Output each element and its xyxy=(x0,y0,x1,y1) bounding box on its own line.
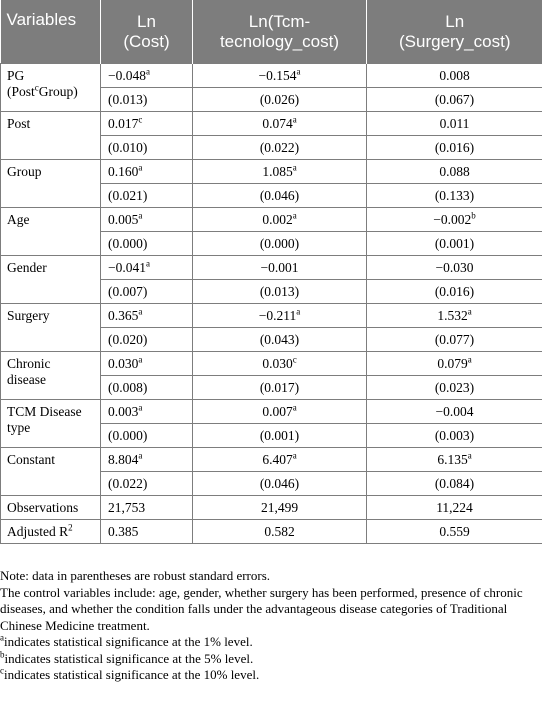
significance-mark: a xyxy=(138,210,143,220)
row-label xyxy=(1,304,101,352)
observations-value: 11,224 xyxy=(367,496,542,520)
significance-mark: a xyxy=(292,162,297,172)
sig-b-mark: b xyxy=(0,649,5,660)
coefficient-cell xyxy=(193,400,367,424)
row-label-text: Age xyxy=(7,212,30,227)
header-ln-surgery-cost-line1: Ln xyxy=(445,11,465,31)
header-ln-cost xyxy=(101,0,193,64)
significance-mark: a xyxy=(138,306,143,316)
coefficient-value: −0.048 xyxy=(108,67,146,83)
table-header xyxy=(1,0,542,64)
standard-error-cell: (0.133) xyxy=(367,184,542,208)
coefficient-value: −0.154 xyxy=(258,67,297,83)
coefficient-cell xyxy=(193,208,367,232)
standard-error-cell: (0.000) xyxy=(101,232,193,256)
row-label xyxy=(1,256,101,304)
coefficient-cell xyxy=(367,160,542,184)
coefficient-value: 0.030 xyxy=(108,355,139,371)
significance-mark: a xyxy=(296,306,301,316)
sig-c-mark: c xyxy=(0,665,4,676)
coefficient-value: 0.011 xyxy=(439,115,470,131)
coefficient-value: 0.007 xyxy=(262,403,293,419)
row-label-text: Gender xyxy=(7,260,47,275)
standard-error-cell: (0.013) xyxy=(193,280,367,304)
significance-mark: a xyxy=(467,354,472,364)
coefficient-value: −0.030 xyxy=(435,259,474,275)
sig-a-text: indicates statistical significance at the 1% level. xyxy=(4,634,253,649)
table-row xyxy=(1,304,542,328)
coefficient-value: 6.407 xyxy=(262,451,293,467)
standard-error-cell: (0.022) xyxy=(101,472,193,496)
standard-error-cell: (0.001) xyxy=(193,424,367,448)
row-label xyxy=(1,448,101,496)
coefficient-cell xyxy=(101,448,193,472)
coefficient-value: 0.365 xyxy=(108,307,139,323)
coefficient-cell xyxy=(101,112,193,136)
note-sig-b xyxy=(0,651,540,668)
row-label xyxy=(1,160,101,208)
standard-error-cell: (0.077) xyxy=(367,328,542,352)
standard-error-cell: (0.046) xyxy=(193,472,367,496)
row-label-text: Constant xyxy=(7,452,56,467)
standard-error-cell: (0.043) xyxy=(193,328,367,352)
note-controls: The control variables include: age, gender, whether surgery has been performed, presence of chronic diseases, and whether the condition falls under the advantageous disease categories of Traditional Chinese Medicine treatment. xyxy=(0,584,523,633)
row-label-text: PG xyxy=(7,68,25,83)
standard-error-cell: (0.003) xyxy=(367,424,542,448)
header-variables: Variables xyxy=(1,0,101,64)
header-ln-tcm-cost xyxy=(193,0,367,64)
significance-mark: a xyxy=(292,450,297,460)
standard-error-cell: (0.016) xyxy=(367,136,542,160)
significance-mark: a xyxy=(467,450,472,460)
coefficient-value: −0.002 xyxy=(433,211,472,227)
adjusted-r2-value: 0.559 xyxy=(367,520,542,544)
coefficient-value: 0.030 xyxy=(262,355,293,371)
significance-mark: a xyxy=(138,402,143,412)
table-row xyxy=(1,256,542,280)
coefficient-value: 8.804 xyxy=(108,451,139,467)
coefficient-value: 1.085 xyxy=(262,163,293,179)
adjusted-r2-label xyxy=(1,520,101,544)
row-label-text: Chronic xyxy=(7,356,51,371)
adjusted-r2-text: Adjusted R xyxy=(7,523,69,539)
note-sig-a xyxy=(0,634,540,651)
header-ln-surgery-cost-line2: (Surgery_cost) xyxy=(399,31,511,51)
significance-mark: a xyxy=(296,66,301,76)
coefficient-value: 0.008 xyxy=(439,67,470,83)
coefficient-cell xyxy=(367,352,542,376)
sig-c-text: indicates statistical significance at the 10% level. xyxy=(4,667,260,682)
row-label xyxy=(1,208,101,256)
standard-error-cell: (0.013) xyxy=(101,88,193,112)
standard-error-cell: (0.023) xyxy=(367,376,542,400)
table-row xyxy=(1,112,542,136)
significance-mark: a xyxy=(138,354,143,364)
table-body xyxy=(1,64,542,544)
significance-mark: a xyxy=(146,258,150,268)
coefficient-cell xyxy=(193,448,367,472)
coefficient-value: 0.017 xyxy=(108,115,139,131)
row-label xyxy=(1,400,101,448)
coefficient-value: −0.004 xyxy=(435,403,474,419)
coefficient-value: 0.005 xyxy=(108,211,139,227)
standard-error-cell: (0.007) xyxy=(101,280,193,304)
significance-mark: a xyxy=(292,210,297,220)
row-label-text: (Post xyxy=(7,84,35,99)
standard-error-cell: (0.016) xyxy=(367,280,542,304)
header-ln-cost-line1: Ln xyxy=(137,11,156,31)
coefficient-value: 0.002 xyxy=(262,211,293,227)
coefficient-value: 0.074 xyxy=(262,115,293,131)
significance-mark: a xyxy=(467,306,472,316)
standard-error-cell: (0.000) xyxy=(101,424,193,448)
coefficient-value: 0.088 xyxy=(439,163,470,179)
coefficient-value: 0.160 xyxy=(108,163,139,179)
note-sig-c xyxy=(0,667,540,684)
coefficient-cell xyxy=(101,160,193,184)
row-label-text: Group) xyxy=(38,84,78,99)
coefficient-cell xyxy=(367,304,542,328)
header-ln-surgery-cost xyxy=(367,0,542,64)
row-label xyxy=(1,352,101,400)
standard-error-cell: (0.084) xyxy=(367,472,542,496)
significance-mark: a xyxy=(138,450,143,460)
row-label-text: Group xyxy=(7,164,42,179)
standard-error-cell: (0.001) xyxy=(367,232,542,256)
table-row xyxy=(1,64,542,88)
coefficient-cell xyxy=(193,256,367,280)
coefficient-value: 0.079 xyxy=(437,355,468,371)
standard-error-cell: (0.046) xyxy=(193,184,367,208)
standard-error-cell: (0.022) xyxy=(193,136,367,160)
coefficient-cell xyxy=(101,208,193,232)
coefficient-cell xyxy=(193,160,367,184)
significance-mark: a xyxy=(292,402,297,412)
sig-b-text: indicates statistical significance at the 5% level. xyxy=(4,650,254,666)
adjusted-r2-sup: 2 xyxy=(68,522,73,532)
coefficient-cell xyxy=(367,400,542,424)
table-row xyxy=(1,448,542,472)
standard-error-cell: (0.008) xyxy=(101,376,193,400)
adjusted-r2-row xyxy=(1,520,542,544)
observations-value: 21,753 xyxy=(101,496,193,520)
standard-error-cell: (0.020) xyxy=(101,328,193,352)
row-label-text: TCM Disease xyxy=(7,404,82,419)
coefficient-value: 6.135 xyxy=(437,451,468,467)
coefficient-cell xyxy=(101,304,193,328)
coefficient-cell xyxy=(367,64,542,88)
row-label-text: Post xyxy=(7,116,31,131)
significance-mark: c xyxy=(292,354,297,364)
standard-error-cell: (0.010) xyxy=(101,136,193,160)
coefficient-value: −0.041 xyxy=(108,259,146,275)
coefficient-cell xyxy=(367,448,542,472)
standard-error-cell: (0.021) xyxy=(101,184,193,208)
significance-mark: a xyxy=(292,114,297,124)
coefficient-cell xyxy=(367,256,542,280)
table-notes xyxy=(0,568,540,684)
table-row xyxy=(1,400,542,424)
table-row xyxy=(1,160,542,184)
observations-label: Observations xyxy=(1,496,101,520)
coefficient-value: 1.532 xyxy=(437,307,468,323)
significance-mark: b xyxy=(471,210,476,220)
row-label xyxy=(1,64,101,112)
coefficient-cell xyxy=(193,112,367,136)
row-label-text: disease xyxy=(7,372,46,387)
table-row xyxy=(1,208,542,232)
adjusted-r2-value: 0.582 xyxy=(193,520,367,544)
row-label xyxy=(1,112,101,160)
standard-error-cell: (0.017) xyxy=(193,376,367,400)
observations-value: 21,499 xyxy=(193,496,367,520)
coefficient-cell xyxy=(367,208,542,232)
coefficient-cell xyxy=(193,352,367,376)
row-label-sup: c xyxy=(34,82,39,93)
significance-mark: a xyxy=(146,66,150,76)
row-label-text: Surgery xyxy=(7,308,50,323)
header-ln-cost-line2: (Cost) xyxy=(123,31,170,51)
coefficient-value: 0.003 xyxy=(108,403,139,419)
standard-error-cell: (0.067) xyxy=(367,88,542,112)
coefficient-cell xyxy=(193,64,367,88)
standard-error-cell: (0.000) xyxy=(193,232,367,256)
coefficient-cell xyxy=(101,256,193,280)
significance-mark: c xyxy=(138,114,143,124)
coefficient-cell xyxy=(101,64,193,88)
table-row xyxy=(1,352,542,376)
significance-mark: a xyxy=(138,162,143,172)
coefficient-cell xyxy=(101,400,193,424)
coefficient-value: −0.001 xyxy=(260,259,299,275)
coefficient-cell xyxy=(367,112,542,136)
header-ln-tcm-cost-line1: Ln(Tcm- xyxy=(248,11,311,31)
header-ln-tcm-cost-line2: tecnology_cost) xyxy=(219,31,340,51)
coefficient-cell xyxy=(193,304,367,328)
observations-row xyxy=(1,496,542,520)
coefficient-value: −0.211 xyxy=(258,307,297,323)
sig-a-mark: a xyxy=(0,632,4,643)
adjusted-r2-value: 0.385 xyxy=(101,520,193,544)
coefficient-cell xyxy=(101,352,193,376)
standard-error-cell: (0.026) xyxy=(193,88,367,112)
row-label-text: type xyxy=(7,420,31,435)
note-robust-se: Note: data in parentheses are robust standard errors. xyxy=(0,568,271,583)
